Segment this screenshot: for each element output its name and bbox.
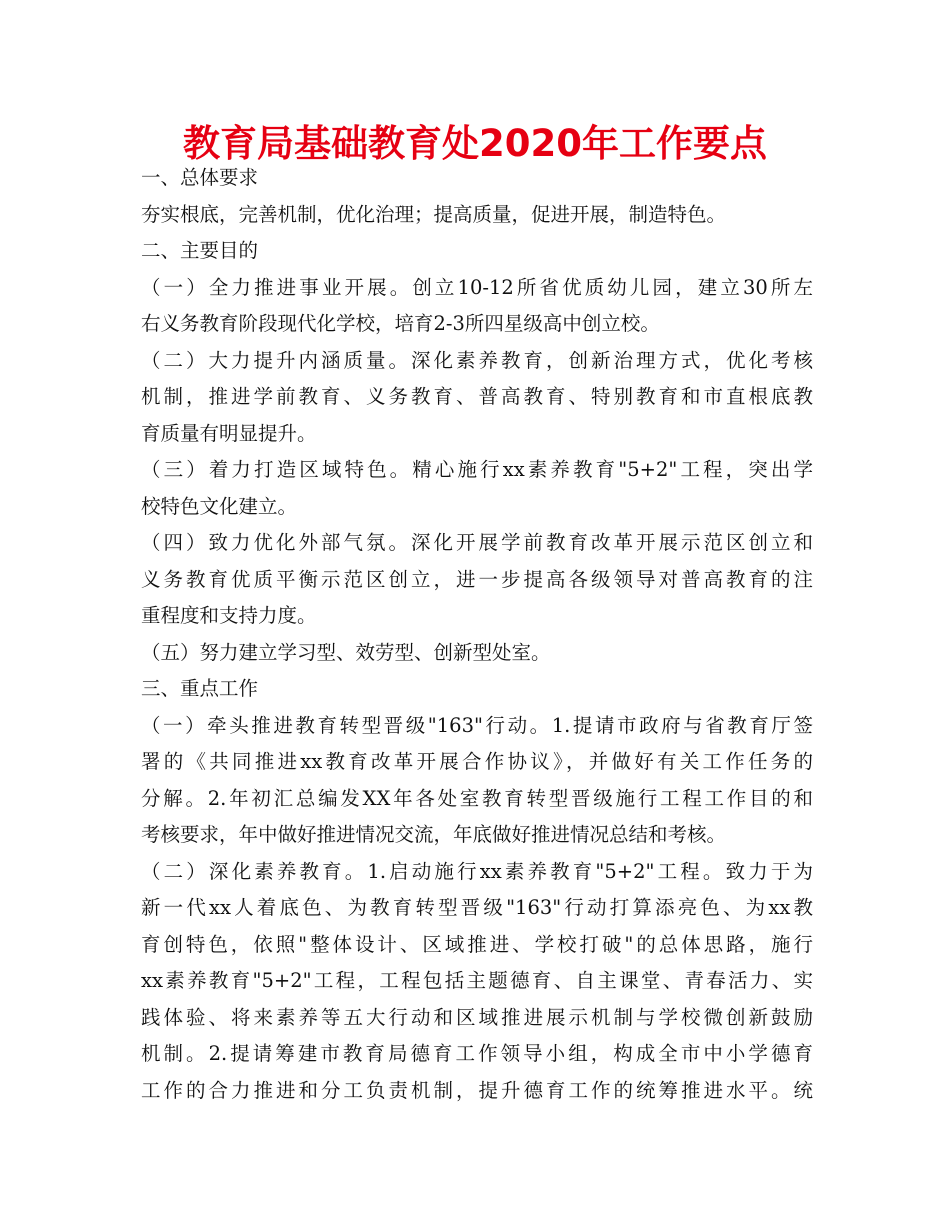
section-heading: 三、重点工作	[141, 677, 259, 700]
paragraph-line: （三）着力打造区域特色。精心施行xx素养教育"5+2"工程，突出学	[141, 458, 813, 481]
paragraph-line: 义务教育优质平衡示范区创立，进一步提高各级领导对普高教育的注	[141, 567, 813, 591]
paragraph-line: （五）努力建立学习型、效劳型、创新型处室。	[141, 640, 551, 664]
paragraph-line: （一）全力推进事业开展。创立10-12所省优质幼儿园，建立30所左	[141, 275, 813, 299]
paragraph-line: 夯实根底，完善机制，优化治理；提高质量，促进开展，制造特色。	[141, 202, 727, 226]
paragraph-line: 机制，推进学前教育、义务教育、普高教育、特别教育和市直根底教	[141, 385, 813, 408]
paragraph-line: 校特色文化建立。	[141, 494, 298, 518]
paragraph-line: 考核要求，年中做好推进情况交流，年底做好推进情况总结和考核。	[141, 823, 727, 846]
paragraph-line: 分解。2.年初汇总编发XX年各处室教育转型晋级施行工程工作目的和	[141, 786, 813, 810]
document-body	[141, 160, 813, 1109]
paragraph-line: 育质量有明显提升。	[141, 421, 317, 445]
paragraph-line: 重程度和支持力度。	[141, 604, 317, 627]
document-title: 教育局基础教育处2020年工作要点	[183, 122, 767, 165]
paragraph-line: 工作的合力推进和分工负责机制，提升德育工作的统筹推进水平。统	[141, 1078, 813, 1102]
paragraph-line: 右义务教育阶段现代化学校，培育2-3所四星级高中创立校。	[141, 312, 660, 335]
paragraph-line: 育创特色，依照"整体设计、区域推进、学校打破"的总体思路，施行	[141, 932, 813, 956]
paragraph-line: 新一代xx人着底色、为教育转型晋级"163"行动打算添亮色、为xx教	[141, 896, 813, 919]
paragraph-line: xx素养教育"5+2"工程，工程包括主题德育、自主课堂、青春活力、实	[141, 969, 813, 992]
paragraph-line: （四）致力优化外部气氛。深化开展学前教育改革开展示范区创立和	[141, 531, 813, 554]
paragraph-line: （二）大力提升内涵质量。深化素养教育，创新治理方式，优化考核	[141, 348, 813, 372]
paragraph-line: （二）深化素养教育。1.启动施行xx素养教育"5+2"工程。致力于为	[141, 859, 813, 883]
paragraph-line: 践体验、将来素养等五大行动和区域推进展示机制与学校微创新鼓励	[141, 1005, 813, 1029]
paragraph-line: 署的《共同推进xx教育改革开展合作协议》，并做好有关工作任务的	[141, 750, 813, 773]
section-heading: 一、总体要求	[141, 166, 259, 189]
paragraph-line: （一）牵头推进教育转型晋级"163"行动。1.提请市政府与省教育厅签	[141, 713, 813, 737]
paragraph-line: 机制。2.提请筹建市教育局德育工作领导小组，构成全市中小学德育	[141, 1042, 813, 1065]
section-heading: 二、主要目的	[141, 239, 259, 262]
